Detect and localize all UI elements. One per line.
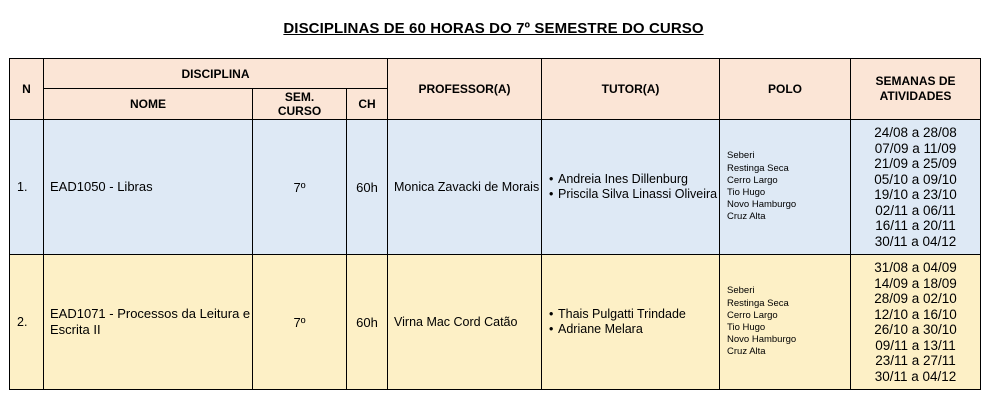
week-item: 16/11 a 20/11 [875, 218, 956, 233]
header-polo: POLO [720, 59, 851, 120]
professor: Monica Zavacki de Morais [388, 120, 542, 255]
week-item: 02/11 a 06/11 [875, 202, 956, 218]
header-disciplina: DISCIPLINA [44, 59, 388, 89]
polo-item: Seberi [727, 285, 755, 297]
semester: 7º [253, 120, 347, 255]
polo-item: Novo Hamburgo [727, 199, 797, 211]
week-item: 28/09 a 02/10 [874, 291, 957, 306]
week-item: 31/08 a 04/09 [874, 260, 957, 275]
disciplinas-table [9, 58, 981, 390]
polo-item: Tio Hugo [727, 322, 766, 333]
week-item: 19/10 a 23/10 [874, 187, 957, 202]
semester: 7º [253, 255, 347, 390]
polo-cell [720, 255, 851, 390]
week-item: 05/10 a 09/10 [874, 171, 957, 187]
discipline-name: EAD1071 - Processos da Leitura e Escrita II [44, 255, 253, 390]
table-row [10, 255, 981, 390]
polo-item: Cruz Alta [727, 346, 766, 358]
week-item: 21/09 a 25/09 [874, 156, 957, 171]
header-semanas: SEMANAS DE ATIVIDADES [851, 59, 981, 120]
row-number: 2. [10, 255, 44, 390]
week-item: 14/09 a 18/09 [874, 275, 957, 291]
polo-cell [720, 120, 851, 255]
week-item: 09/11 a 13/11 [875, 337, 956, 353]
week-item: 30/11 a 04/12 [874, 233, 957, 249]
tutor-item: • Thais Pulgatti Trindade [550, 307, 719, 322]
header-ch: CH [347, 89, 388, 120]
header-professor: PROFESSOR(A) [388, 59, 542, 120]
polo-item: Novo Hamburgo [727, 334, 797, 346]
polo-item: Restinga Seca [727, 162, 789, 174]
semanas-cell [851, 120, 981, 255]
tutor-cell [542, 120, 720, 255]
workload: 60h [347, 120, 388, 255]
table-row [10, 120, 981, 255]
week-item: 26/10 a 30/10 [874, 322, 957, 337]
header-tutor: TUTOR(A) [542, 59, 720, 120]
tutor-cell [542, 255, 720, 390]
header-nome: NOME [44, 89, 253, 120]
page-title: DISCIPLINAS DE 60 HORAS DO 7º SEMESTRE DO CURSO [283, 20, 704, 37]
polo-item: Cerro Largo [727, 309, 778, 321]
workload: 60h [347, 255, 388, 390]
header-sem-curso: SEM. CURSO [253, 89, 347, 120]
tutor-item: • Adriane Melara [550, 322, 719, 337]
week-item: 12/10 a 16/10 [874, 306, 957, 322]
polo-item: Seberi [727, 150, 755, 162]
polo-item: Cruz Alta [727, 211, 766, 223]
professor: Virna Mac Cord Catão [388, 255, 542, 390]
row-number: 1. [10, 120, 44, 255]
tutor-item: • Priscila Silva Linassi Oliveira [550, 187, 719, 202]
polo-item: Restinga Seca [727, 297, 789, 309]
polo-item: Cerro Largo [727, 174, 778, 186]
week-item: 23/11 a 27/11 [875, 353, 956, 368]
week-item: 24/08 a 28/08 [874, 125, 957, 140]
tutor-item: • Andreia Ines Dillenburg [550, 172, 719, 187]
week-item: 07/09 a 11/09 [874, 140, 957, 156]
polo-item: Tio Hugo [727, 187, 766, 198]
header-n: N [10, 59, 44, 120]
week-item: 30/11 a 04/12 [874, 368, 957, 384]
discipline-name: EAD1050 - Libras [44, 120, 253, 255]
semanas-cell [851, 255, 981, 390]
